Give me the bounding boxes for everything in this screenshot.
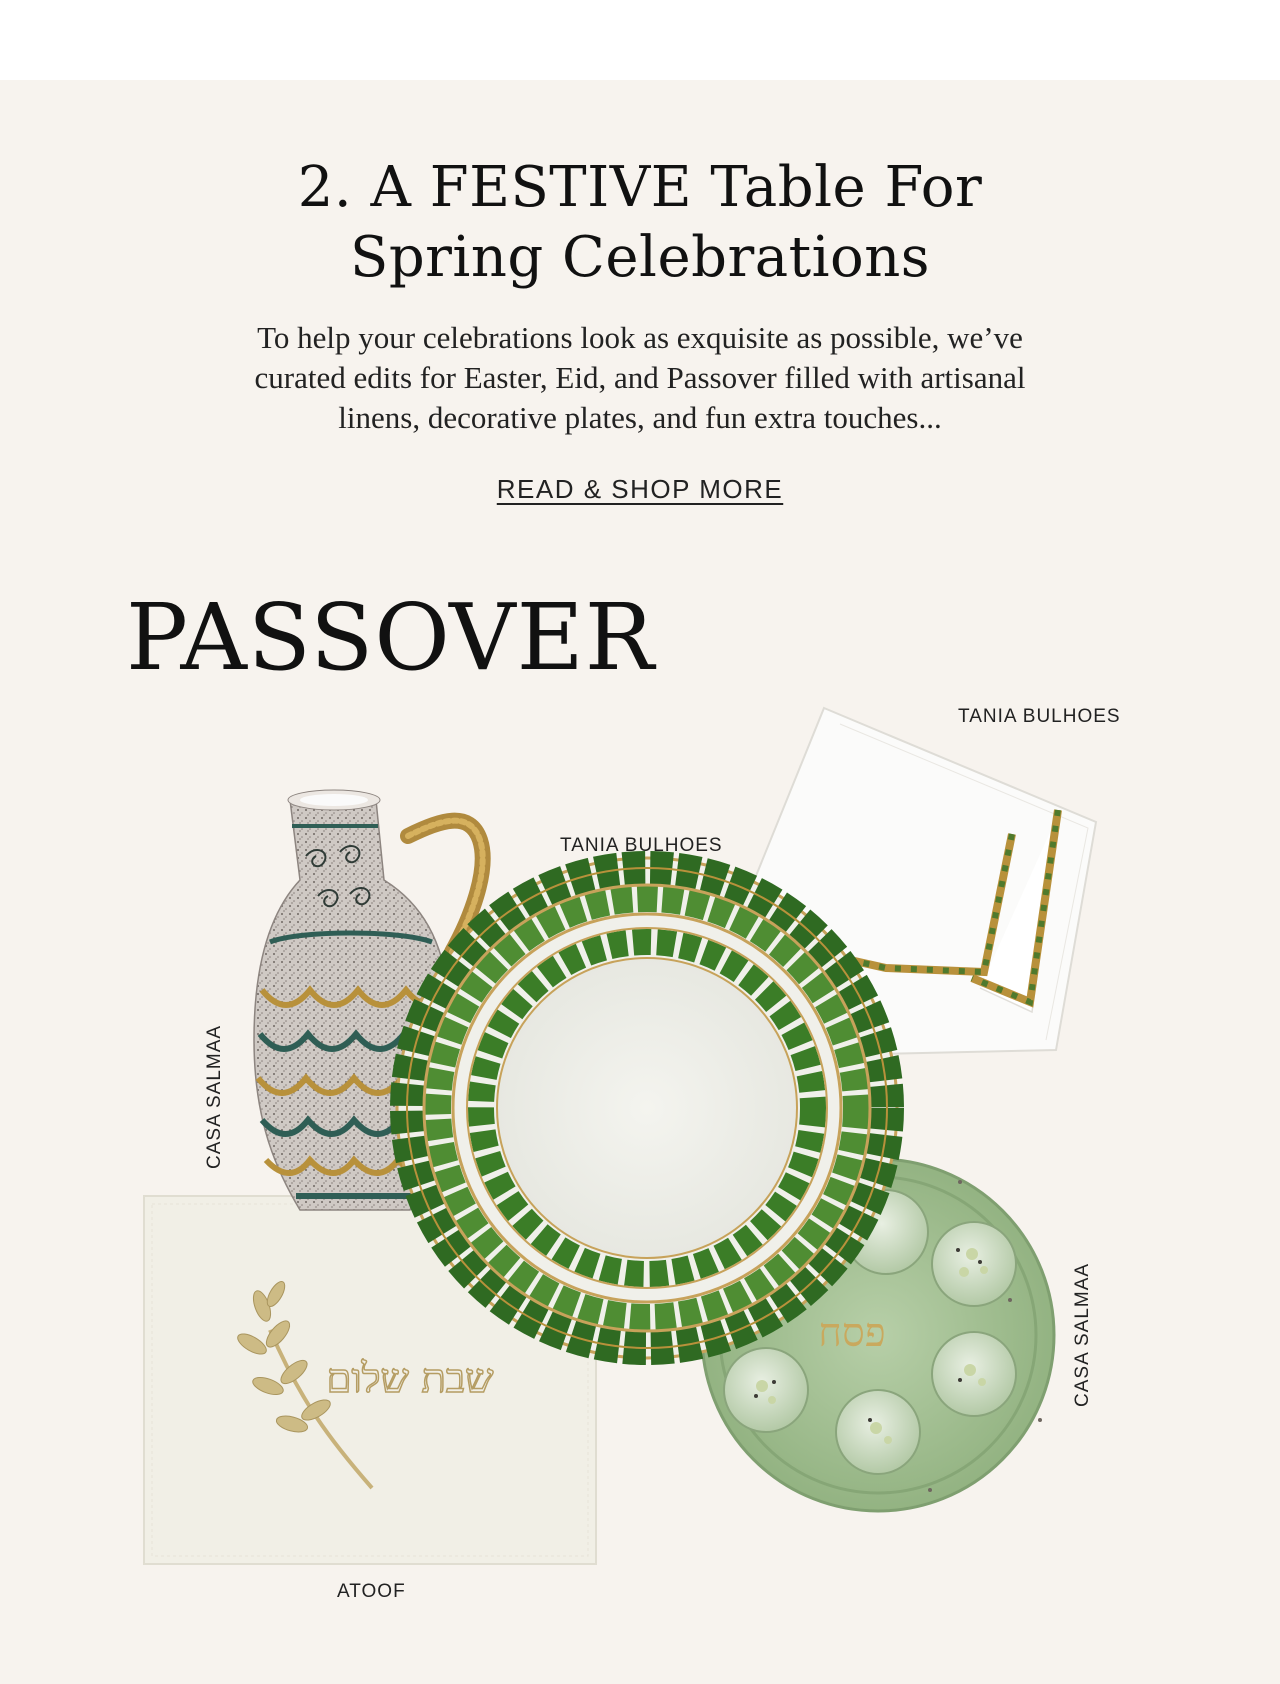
seder-plate-text: פסח xyxy=(818,1310,886,1356)
challah-cover-text: שבת שלום xyxy=(326,1356,494,1402)
intro-line: To help your celebrations look as exquisite as possible, we’ve xyxy=(257,320,1023,355)
brand-label-seder-plate[interactable]: CASA SALMAA xyxy=(1072,1262,1093,1407)
brand-label-pitcher[interactable]: CASA SALMAA xyxy=(204,1024,225,1169)
section-heading-line1: 2. A FESTIVE Table For xyxy=(297,155,983,220)
section-heading-line2: Spring Celebrations xyxy=(349,225,931,290)
brand-label-napkin[interactable]: TANIA BULHOES xyxy=(958,706,1121,727)
brand-label-plate[interactable]: TANIA BULHOES xyxy=(560,835,723,856)
intro-line: linens, decorative plates, and fun extra touches... xyxy=(338,400,942,435)
read-shop-more-link[interactable]: READ & SHOP MORE xyxy=(496,474,784,504)
plate-image[interactable] xyxy=(397,858,897,1358)
intro-line: curated edits for Easter, Eid, and Passover filled with artisanal xyxy=(254,360,1026,395)
collection-title: PASSOVER xyxy=(126,584,656,691)
brand-label-challah-cover[interactable]: ATOOF xyxy=(337,1581,406,1602)
